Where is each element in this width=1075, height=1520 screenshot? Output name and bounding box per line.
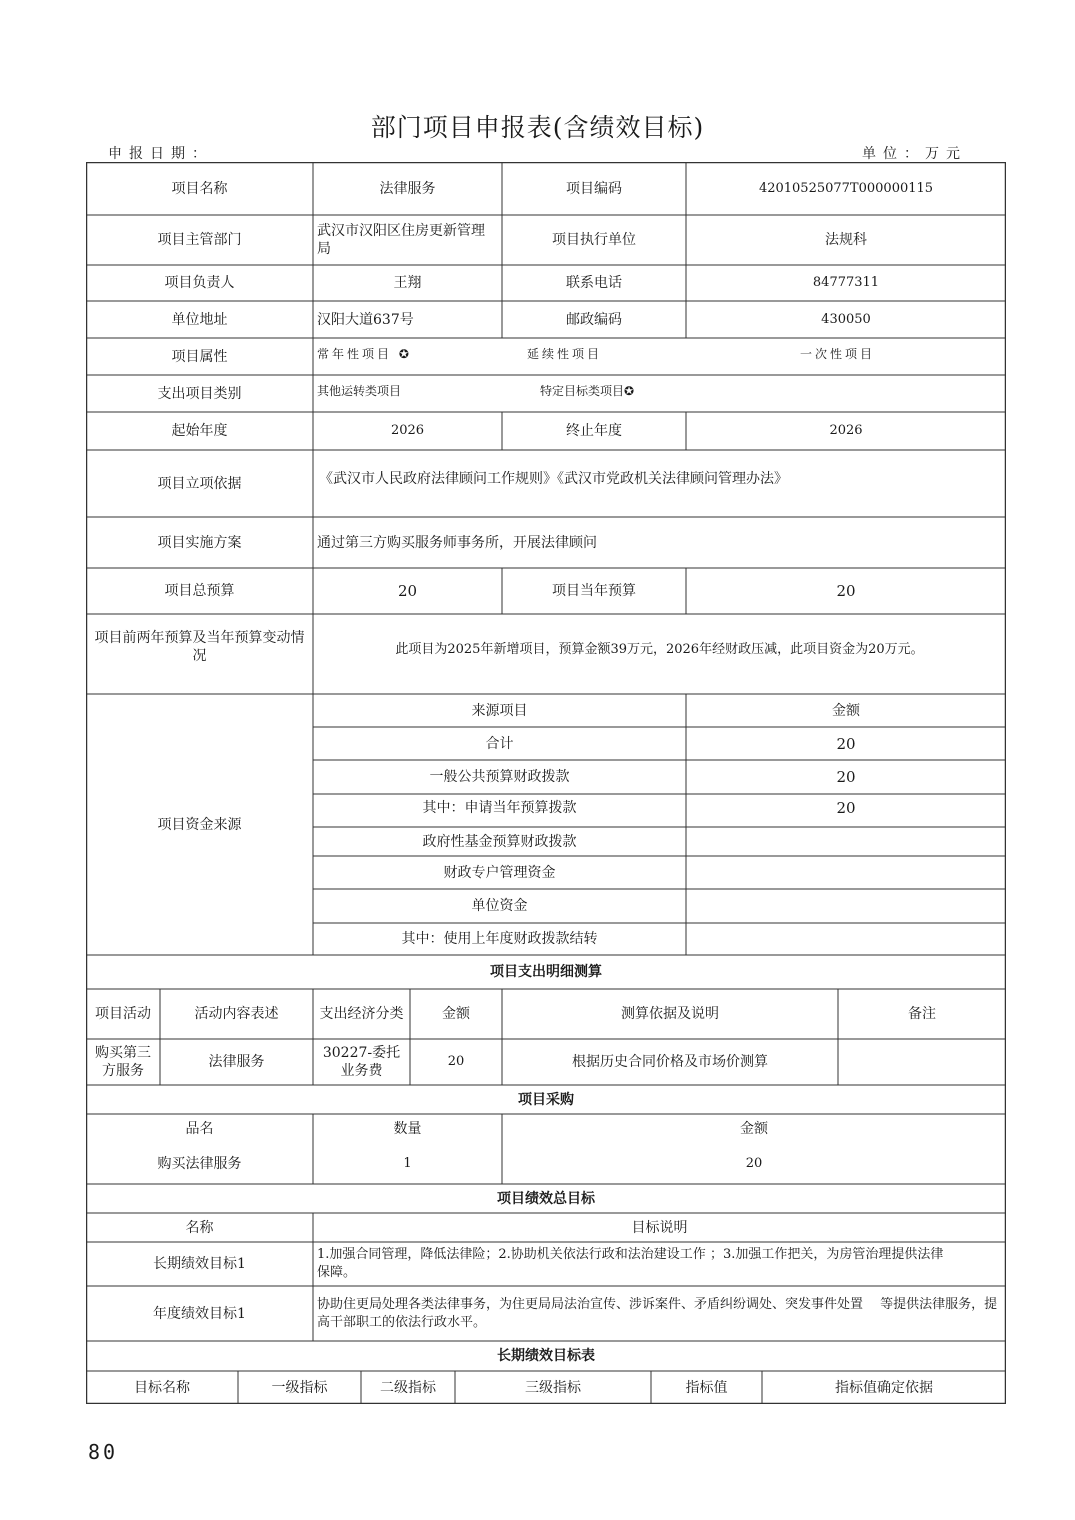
attr-option-recurring: 常年性项目 ✪	[317, 347, 412, 361]
funding-row-source: 政府性基金预算财政拨款	[422, 833, 577, 850]
procurement-section-title: 项目采购	[518, 1091, 574, 1108]
funding-header-amount: 金额	[832, 702, 860, 719]
funding-row-source: 合计	[485, 735, 514, 752]
leader-value: 王翔	[393, 275, 422, 291]
funding-row-amount: 20	[836, 734, 856, 753]
goal-name: 年度绩效目标1	[153, 1305, 246, 1322]
expense-category-label: 支出项目类别	[157, 385, 242, 402]
funding-row-amount	[686, 856, 1006, 889]
long-header-goal-name: 目标名称	[134, 1379, 190, 1396]
detail-header-content: 活动内容表述	[194, 1006, 279, 1022]
funding-row-amount: 20	[836, 768, 856, 786]
detail-header-amount: 金额	[442, 1006, 470, 1022]
funding-row-source: 一般公共预算财政拨款	[429, 769, 570, 785]
end-year-value: 2026	[829, 423, 863, 438]
detail-cell-basis: 根据历史合同价格及市场价测算	[572, 1054, 768, 1070]
funding-header-source: 来源项目	[471, 702, 528, 719]
start-year-value: 2026	[390, 423, 425, 438]
project-code-value: 42010525077T000000115	[758, 180, 934, 196]
funding-row-source: 单位资金	[471, 898, 528, 914]
zip-value: 430050	[821, 311, 871, 327]
project-code-label: 项目编码	[566, 180, 622, 197]
total-budget-value: 20	[397, 582, 418, 600]
year-budget-label: 项目当年预算	[552, 583, 636, 599]
goals-header-desc: 目标说明	[631, 1219, 688, 1236]
phone-label: 联系电话	[566, 275, 622, 291]
goal-desc: 1.加强合同管理，降低法律险；2.协助机关依法行政和法治建设工作 ；3.加强工作把关，为房管治理提供法律保障。	[317, 1247, 944, 1280]
plan-value: 通过第三方购买服务师事务所，开展法律顾问	[317, 534, 597, 551]
attr-option-onetime: 一次性项目	[800, 347, 876, 361]
procurement-header-qty: 数量	[393, 1120, 422, 1137]
goals-section-title: 项目绩效总目标	[497, 1190, 595, 1207]
year-budget-value: 20	[836, 582, 856, 600]
project-name-label: 项目名称	[171, 180, 228, 197]
funding-row-amount: 20	[836, 799, 856, 817]
long-header-level1: 一级指标	[271, 1379, 328, 1396]
category-option-specific: 特定目标类项目✪	[540, 384, 635, 398]
funding-row-source: 财政专户管理资金	[443, 864, 556, 881]
application-form-table	[86, 162, 1006, 1404]
procurement-cell-amount: 20	[745, 1155, 763, 1171]
basis-label: 项目立项依据	[157, 475, 242, 492]
procurement-header-item: 品名	[185, 1120, 214, 1137]
detail-cell-remark	[838, 1039, 1006, 1085]
procurement-header-amount: 金额	[740, 1120, 768, 1137]
exec-unit-value: 法规科	[825, 232, 867, 248]
detail-cell-econ-class: 30227-委托业务费	[322, 1045, 401, 1079]
unit-label: 单位：万元	[862, 146, 967, 162]
page-number: 80	[88, 1440, 119, 1464]
project-attr-label: 项目属性	[171, 348, 228, 365]
procurement-cell-item: 购买法律服务	[157, 1155, 242, 1172]
funding-row-source: 其中：使用上年度财政拨款结转	[401, 931, 598, 947]
goals-header-name: 名称	[185, 1219, 214, 1236]
address-value: 汉阳大道637号	[317, 311, 414, 328]
zip-label: 邮政编码	[566, 311, 622, 328]
funding-row-amount	[686, 889, 1006, 923]
end-year-label: 终止年度	[566, 423, 622, 439]
category-option-operating: 其他运转类项目	[317, 384, 402, 398]
procurement-cell-qty: 1	[403, 1155, 412, 1171]
report-date-label: 申报日期：	[108, 146, 213, 162]
exec-unit-label: 项目执行单位	[552, 232, 636, 248]
funding-source-label: 项目资金来源	[157, 816, 242, 833]
basis-value: 《武汉市人民政府法律顾问工作规则》《武汉市党政机关法律顾问管理办法》	[319, 471, 788, 487]
long-header-level2: 二级指标	[380, 1379, 436, 1396]
budget-change-value: 此项目为2025年新增项目，预算金额39万元，2026年经财政压减，此项目资金为20万元。	[395, 642, 924, 657]
funding-row-amount	[686, 827, 1006, 856]
detail-header-econ-class: 支出经济分类	[319, 1006, 404, 1022]
address-label: 单位地址	[171, 311, 228, 328]
page-title: 部门项目申报表(含绩效目标)	[370, 113, 705, 142]
long-table-title: 长期绩效目标表	[497, 1348, 595, 1364]
long-header-basis: 指标值确定依据	[835, 1379, 933, 1396]
total-budget-label: 项目总预算	[164, 583, 235, 599]
detail-cell-content: 法律服务	[208, 1054, 265, 1070]
detail-header-basis: 测算依据及说明	[621, 1006, 719, 1022]
detail-header-remark: 备注	[908, 1006, 936, 1022]
long-header-level3: 三级指标	[525, 1379, 581, 1396]
detail-header-activity: 项目活动	[95, 1006, 151, 1022]
budget-change-label: 项目前两年预算及当年预算变动情况	[94, 630, 305, 664]
project-name-value: 法律服务	[379, 180, 436, 197]
dept-value: 武汉市汉阳区住房更新管理局	[317, 223, 485, 257]
goal-name: 长期绩效目标1	[153, 1256, 246, 1272]
funding-row-amount	[686, 923, 1006, 955]
leader-label: 项目负责人	[164, 275, 235, 291]
start-year-label: 起始年度	[171, 423, 228, 439]
plan-label: 项目实施方案	[157, 534, 242, 551]
attr-option-continuing: 延续性项目	[527, 347, 603, 361]
detail-section-title: 项目支出明细测算	[490, 964, 602, 980]
phone-value: 84777311	[812, 275, 880, 290]
goal-desc: 协助住更局处理各类法律事务，为住更局局法治宣传、涉诉案件、矛盾纠纷调处、突发事件处置 等提供法律服务，提高干部职工的依法行政水平。	[317, 1296, 998, 1330]
long-header-value: 指标值	[685, 1379, 728, 1396]
detail-cell-amount: 20	[447, 1054, 465, 1069]
detail-cell-activity: 购买第三方服务	[95, 1045, 151, 1079]
funding-row-source: 其中：申请当年预算拨款	[422, 800, 577, 816]
dept-label: 项目主管部门	[157, 232, 242, 248]
